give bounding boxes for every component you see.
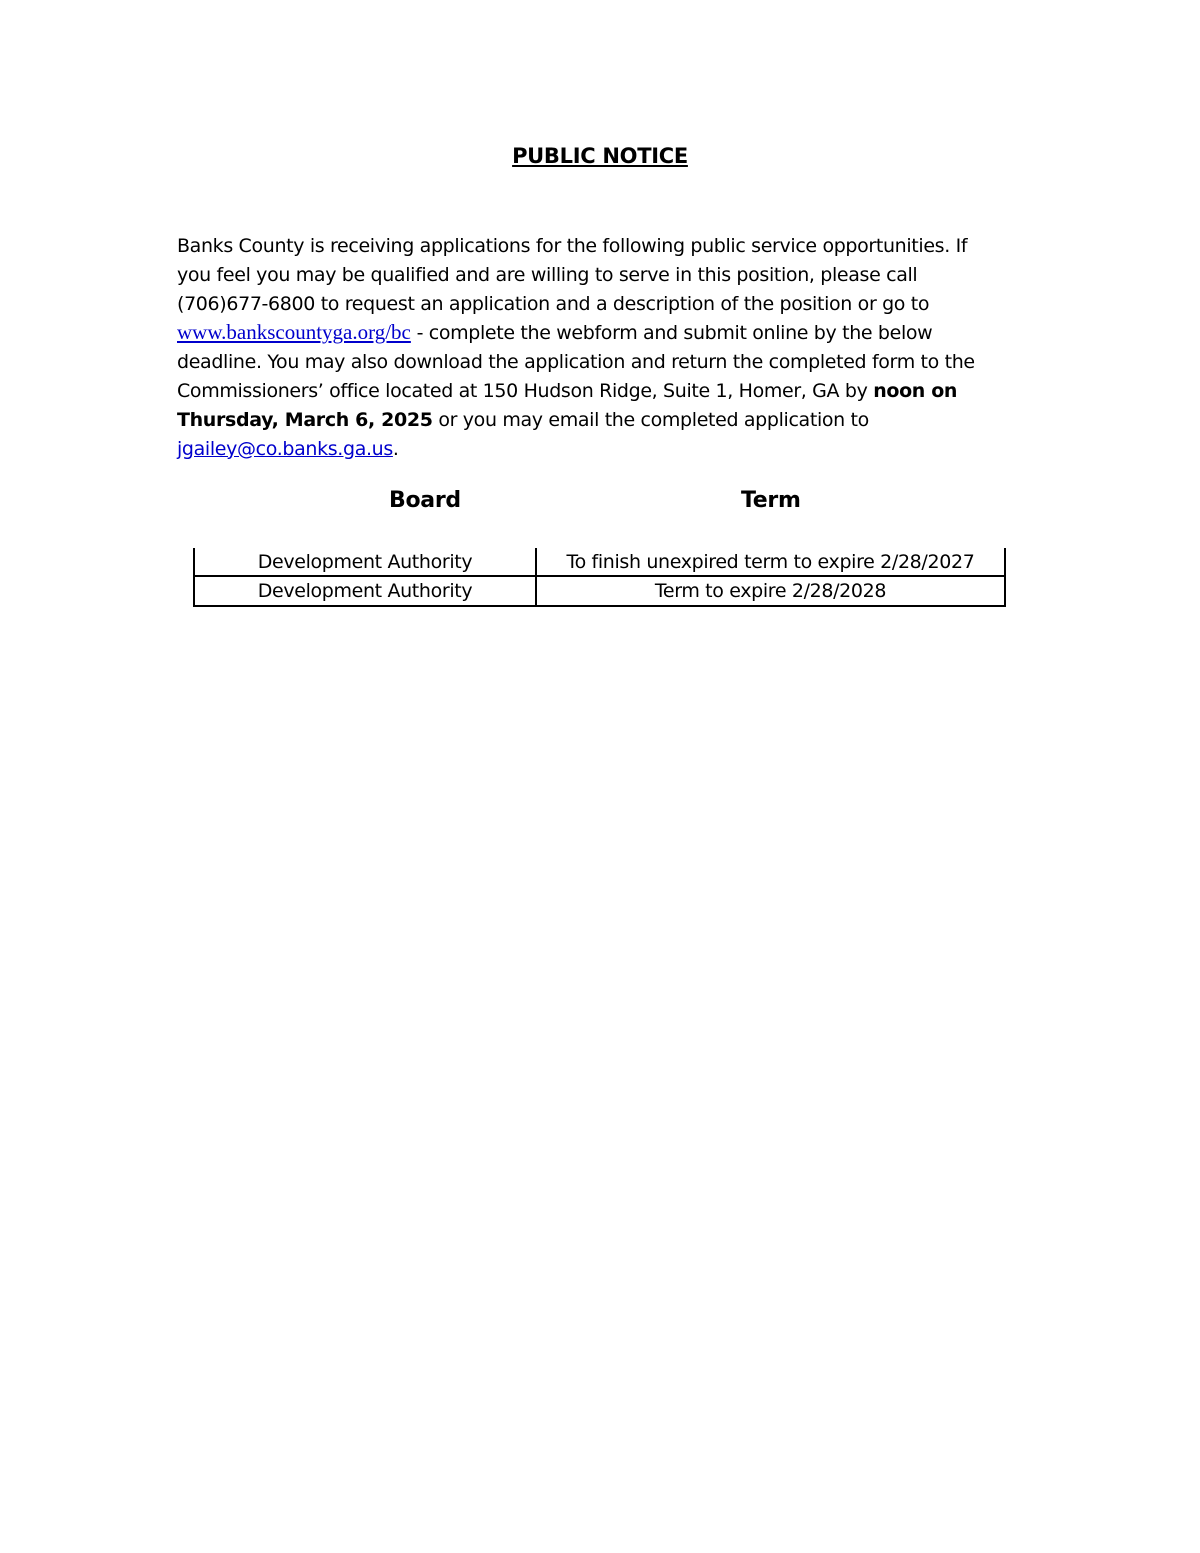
notice-body (177, 232, 1037, 463)
term-cell: Term to expire 2/28/2028 (537, 577, 1006, 605)
email-link[interactable]: jgailey@co.banks.ga.us (177, 437, 393, 460)
notice-line-8 (177, 435, 1037, 464)
notice-line-4-text: - complete the webform and submit online by the below (410, 322, 933, 345)
board-cell: Development Authority (193, 548, 537, 575)
deadline-date: Thursday, March 6, 2025 (177, 408, 433, 431)
term-cell: To finish unexpired term to expire 2/28/2027 (537, 548, 1006, 575)
board-cell: Development Authority (193, 577, 537, 605)
deadline-time: noon on (873, 379, 958, 402)
notice-line-4 (177, 318, 1037, 348)
email-suffix: . (392, 437, 399, 460)
website-link[interactable]: www.bankscountyga.org/bc (177, 320, 411, 345)
table-row (193, 548, 1006, 577)
page-title: PUBLIC NOTICE (512, 144, 688, 168)
notice-line-5: deadline. You may also download the application and return the completed form to the (177, 351, 975, 374)
notice-line-6 (177, 377, 1037, 406)
notice-line-7-text: or you may email the completed application to (432, 408, 869, 431)
term-column-header: Term (741, 488, 801, 513)
notice-line-7 (177, 406, 1037, 435)
positions-table (193, 548, 1006, 607)
notice-line-1: Banks County is receiving applications for the following public service opportunities. If (177, 235, 968, 257)
board-column-header: Board (389, 488, 461, 513)
notice-line-3: (706)677-6800 to request an application and a description of the position or go to (177, 292, 930, 315)
table-row (193, 577, 1006, 607)
notice-line-2: you feel you may be qualified and are willing to serve in this position, please call (177, 263, 918, 286)
notice-line-6-text: Commissioners’ office located at 150 Hudson Ridge, Suite 1, Homer, GA by (177, 379, 874, 402)
